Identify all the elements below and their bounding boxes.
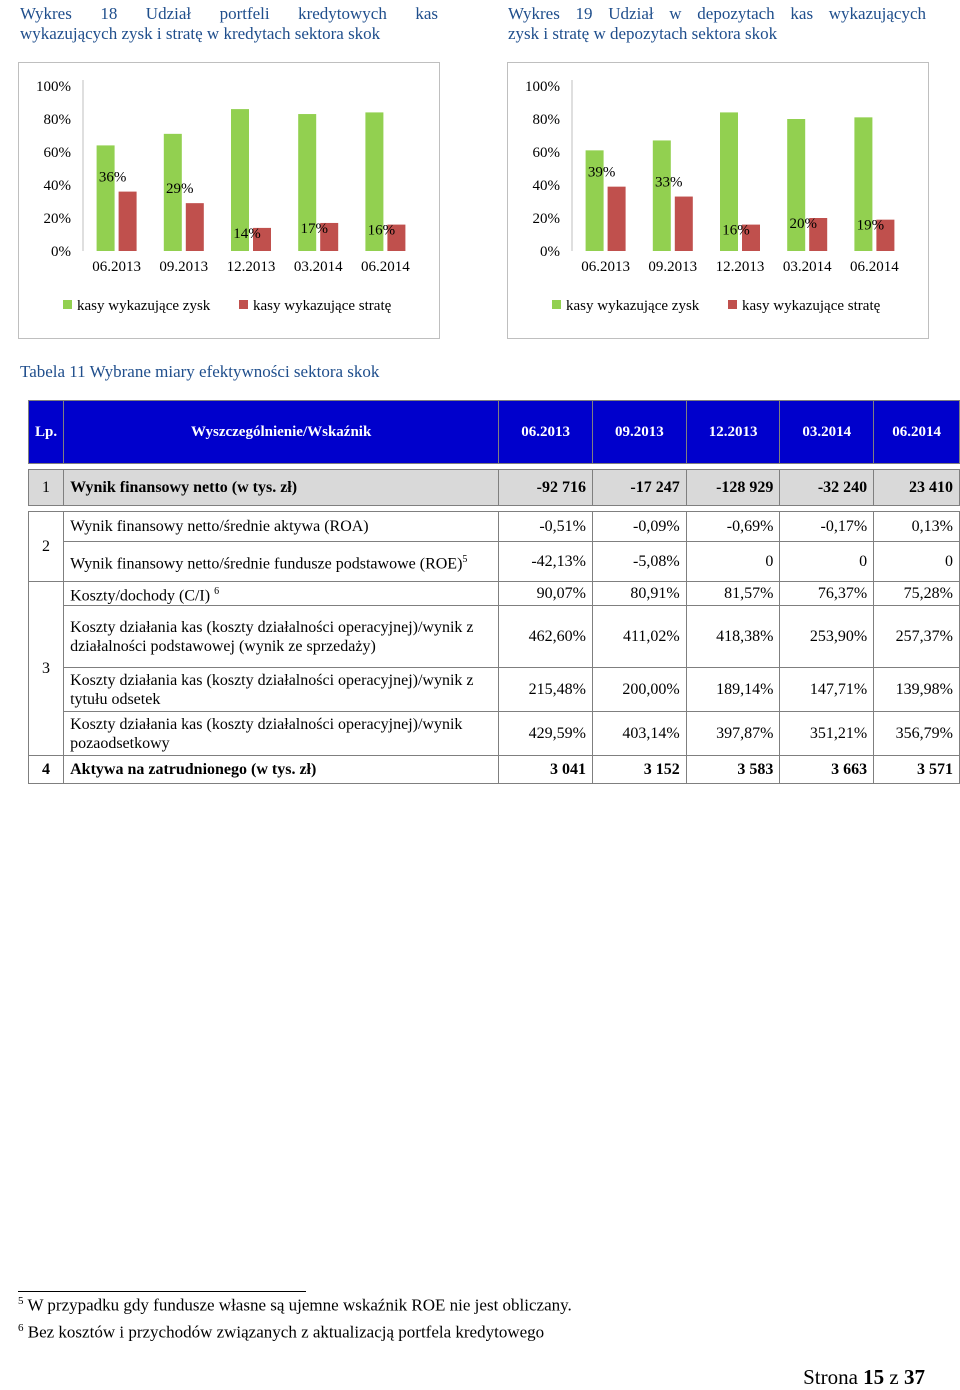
col-header-label: Wyszczególnienie/Wskaźnik	[64, 401, 499, 464]
y-tick-label: 100%	[525, 79, 560, 95]
row-value: 3 663	[780, 756, 874, 784]
table-row	[29, 712, 960, 756]
chart19-svg	[508, 63, 928, 338]
row-label: Wynik finansowy netto/średnie fundusze podstawowe (ROE)$^5$	[64, 542, 499, 582]
bar-loss	[675, 197, 693, 251]
table-row	[29, 606, 960, 668]
legend-swatch	[552, 300, 561, 309]
legend-label: kasy wykazujące zysk	[566, 298, 700, 314]
col-header-period: 12.2013	[686, 401, 780, 464]
table-row	[29, 756, 960, 784]
row-value: -42,13%	[499, 542, 593, 582]
page-number: Strona 15 z 37	[803, 1365, 925, 1389]
row-value: 139,98%	[874, 668, 960, 712]
chart18-caption-line1: Wykres 18 Udział portfeli kredytowych kas	[20, 4, 438, 23]
table-row	[29, 470, 960, 506]
row-value: -32 240	[780, 470, 874, 506]
row-value: 200,00%	[592, 668, 686, 712]
data-label: 20%	[789, 216, 817, 232]
row-value: 75,28%	[874, 582, 960, 606]
row-value: 253,90%	[780, 606, 874, 668]
row-lp: 3	[29, 582, 64, 756]
bar-loss	[608, 187, 626, 251]
x-tick-label: 09.2013	[159, 259, 209, 275]
row-value: 356,79%	[874, 712, 960, 756]
chart18-caption-line2: wykazujących zysk i stratę w kredytach sektora skok	[20, 24, 381, 43]
row-label: Aktywa na zatrudnionego (w tys. zł)	[64, 756, 499, 784]
bar-profit	[653, 140, 671, 251]
row-value: 397,87%	[686, 712, 780, 756]
row-value: 429,59%	[499, 712, 593, 756]
legend-swatch	[728, 300, 737, 309]
row-value: 462,60%	[499, 606, 593, 668]
row-value: 411,02%	[592, 606, 686, 668]
y-tick-label: 40%	[43, 178, 71, 194]
chart18-svg	[19, 63, 439, 338]
data-label: 17%	[300, 220, 328, 237]
row-label: Koszty działania kas (koszty działalności operacyjnej)/wynik z tytułu odsetek	[64, 668, 499, 712]
col-header-period: 09.2013	[592, 401, 686, 464]
row-value: 189,14%	[686, 668, 780, 712]
table-row	[29, 582, 960, 606]
row-value: 257,37%	[874, 606, 960, 668]
row-value: -92 716	[499, 470, 593, 506]
row-value: 23 410	[874, 470, 960, 506]
table-header-row	[29, 401, 960, 464]
row-value: 90,07%	[499, 582, 593, 606]
footnotes	[18, 1290, 572, 1343]
y-tick-label: 0%	[51, 244, 71, 260]
col-header-period: 03.2014	[780, 401, 874, 464]
col-header-lp: Lp.	[29, 401, 64, 464]
row-value: 0	[874, 542, 960, 582]
col-header-period: 06.2014	[874, 401, 960, 464]
data-label: 29%	[166, 181, 194, 198]
row-lp: 4	[29, 756, 64, 784]
table-row	[29, 512, 960, 542]
x-tick-label: 03.2014	[782, 259, 832, 275]
y-tick-label: 100%	[36, 79, 71, 95]
y-tick-label: 40%	[532, 178, 560, 194]
row-value: -0,09%	[592, 512, 686, 542]
row-value: 80,91%	[592, 582, 686, 606]
row-value: 76,37%	[780, 582, 874, 606]
y-tick-label: 20%	[532, 211, 560, 227]
row-value: -128 929	[686, 470, 780, 506]
table-caption: Tabela 11 Wybrane miary efektywności sektora skok	[20, 362, 380, 381]
footnote-5: $^5$ W przypadku gdy fundusze własne są ujemne wskaźnik ROE nie jest obliczany.	[18, 1295, 572, 1315]
legend-label: kasy wykazujące stratę	[742, 298, 881, 314]
row-label: Koszty działania kas (koszty działalności operacyjnej)/wynik z działalności podstawowej (wynik ze sprzedaży)	[64, 606, 499, 668]
data-label: 36%	[98, 169, 127, 186]
row-value: 81,57%	[686, 582, 780, 606]
legend-swatch	[63, 300, 72, 309]
row-value: -17 247	[592, 470, 686, 506]
y-tick-label: 80%	[43, 112, 71, 128]
data-label: 16%	[722, 222, 750, 239]
row-value: -0,69%	[686, 512, 780, 542]
legend-label: kasy wykazujące stratę	[253, 298, 392, 314]
x-tick-label: 06.2014	[850, 259, 899, 275]
data-label: 16%	[367, 222, 396, 239]
x-tick-label: 06.2013	[581, 259, 630, 275]
data-label: 33%	[655, 174, 683, 191]
x-tick-label: 12.2013	[715, 259, 765, 275]
row-value: -5,08%	[592, 542, 686, 582]
y-tick-label: 60%	[43, 145, 71, 161]
col-header-period: 06.2013	[499, 401, 593, 464]
row-value: 0,13%	[874, 512, 960, 542]
row-label: Wynik finansowy netto/średnie aktywa (ROA)	[64, 512, 499, 542]
legend-swatch	[239, 300, 248, 309]
footnote-6: $^6$ Bez kosztów i przychodów związanych z aktualizacją portfela kredytowego	[18, 1321, 545, 1342]
row-value: 351,21%	[780, 712, 874, 756]
chart19-caption-line1: Wykres 19 Udział w depozytach kas wykazujących	[508, 4, 926, 23]
row-label: Wynik finansowy netto (w tys. zł)	[64, 470, 499, 506]
bar-loss	[119, 192, 137, 251]
x-tick-label: 06.2013	[92, 259, 141, 275]
row-lp: 2	[29, 512, 64, 582]
row-label: Koszty/dochody (C/I) $^6$	[64, 582, 499, 606]
efficiency-table	[28, 400, 960, 784]
row-value: 403,14%	[592, 712, 686, 756]
y-tick-label: 60%	[532, 145, 560, 161]
x-tick-label: 06.2014	[361, 259, 410, 275]
bar-loss	[186, 203, 204, 251]
data-label: 39%	[587, 164, 616, 181]
legend-label: kasy wykazujące zysk	[77, 298, 211, 314]
y-tick-label: 80%	[532, 112, 560, 128]
row-value: 147,71%	[780, 668, 874, 712]
row-lp: 1	[29, 470, 64, 506]
row-value: 3 571	[874, 756, 960, 784]
x-tick-label: 09.2013	[648, 259, 698, 275]
chart19	[507, 62, 929, 339]
row-value: 0	[686, 542, 780, 582]
row-value: -0,51%	[499, 512, 593, 542]
table-row	[29, 668, 960, 712]
y-tick-label: 0%	[540, 244, 560, 260]
row-value: 3 583	[686, 756, 780, 784]
bar-profit	[97, 145, 115, 251]
chart19-caption-line2: zysk i stratę w depozytach sektora skok	[508, 24, 778, 43]
row-value: 0	[780, 542, 874, 582]
data-label: 19%	[856, 217, 885, 234]
row-value: 418,38%	[686, 606, 780, 668]
data-label: 14%	[233, 225, 261, 242]
row-value: 215,48%	[499, 668, 593, 712]
row-label: Koszty działania kas (koszty działalności operacyjnej)/wynik pozaodsetkowy	[64, 712, 499, 756]
y-tick-label: 20%	[43, 211, 71, 227]
table-row	[29, 542, 960, 582]
x-tick-label: 03.2014	[293, 259, 343, 275]
chart18	[18, 62, 440, 339]
x-tick-label: 12.2013	[226, 259, 276, 275]
row-value: 3 041	[499, 756, 593, 784]
row-value: -0,17%	[780, 512, 874, 542]
row-value: 3 152	[592, 756, 686, 784]
